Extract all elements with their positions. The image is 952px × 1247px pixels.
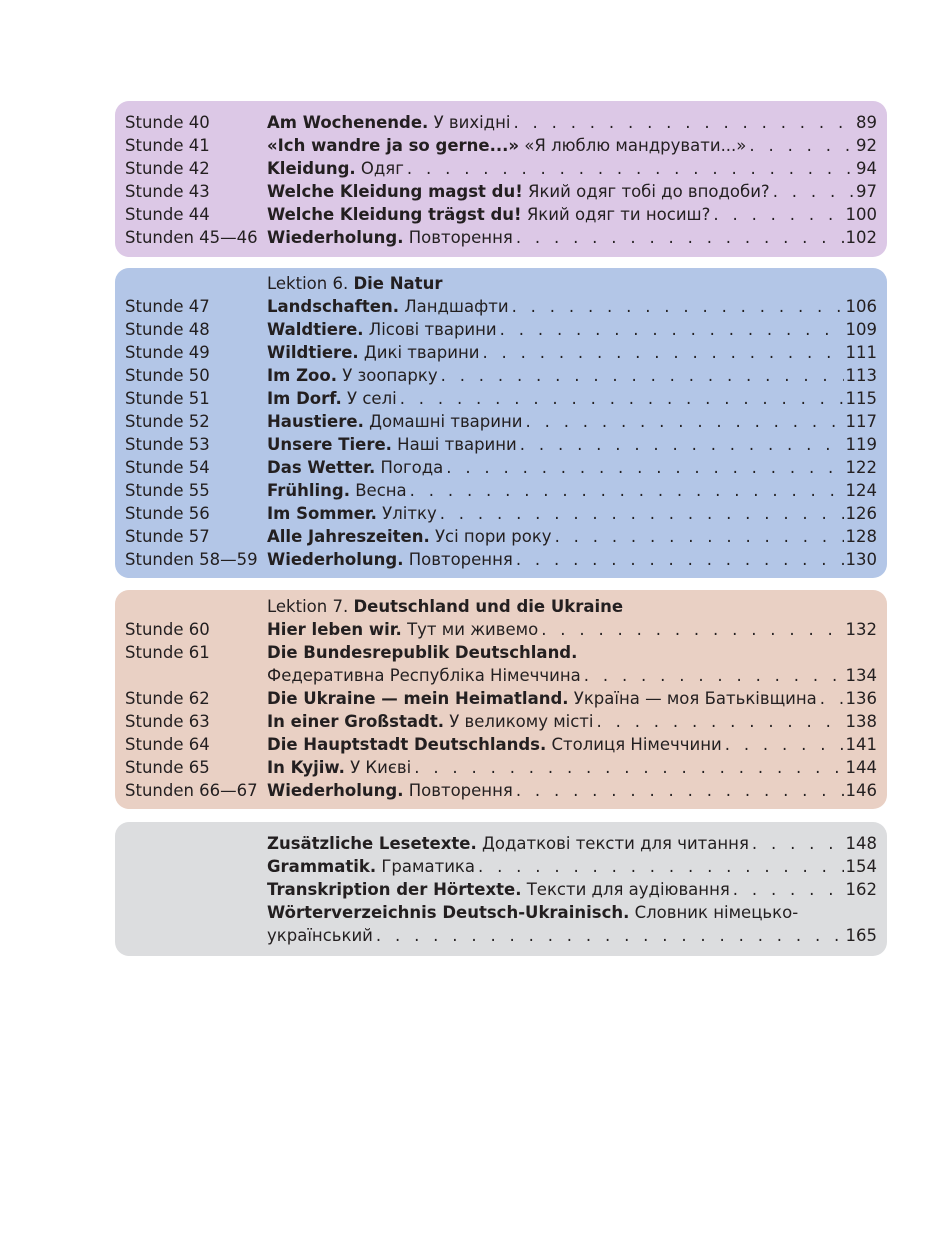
page-number: 134 [845,666,877,685]
title-uk: Повторення [403,781,513,800]
page-number: 106 [845,297,877,316]
dot-leader [513,226,844,249]
page-number: 154 [845,857,877,876]
lesson-number: Stunde 57 [125,527,210,546]
title-de: Haustiere. [267,412,364,431]
dot-leader [517,433,844,456]
toc-row[interactable] [125,387,877,410]
toc-row[interactable] [125,618,877,641]
page-number: 141 [845,735,877,754]
page-number: 128 [845,527,877,546]
page-number: 94 [856,159,877,178]
toc-row[interactable] [125,364,877,387]
toc-row[interactable] [125,157,877,180]
title-de: Die Hauptstadt Deutschlands. [267,735,547,754]
dot-leader [817,687,844,710]
toc-section-lektion-6 [115,268,887,578]
lesson-number: Stunde 43 [125,182,210,201]
lesson-number: Stunde 42 [125,159,210,178]
title-de: Welche Kleidung trägst du! [267,205,522,224]
toc-row[interactable] [125,318,877,341]
title-de: Transkription der Hörtexte. [267,880,522,899]
toc-row[interactable] [125,779,877,802]
title-de: Unsere Tiere. [267,435,392,454]
title-de: In Kyjiw. [267,758,345,777]
dot-leader [437,502,844,525]
lesson-number: Stunde 64 [125,735,210,754]
toc-row[interactable] [125,687,877,710]
heading-prefix: Lektion 7. [267,597,354,616]
title-uk: У селі [341,389,397,408]
dot-leader [373,924,844,947]
title-de: Waldtiere. [267,320,364,339]
lesson-number: Stunden 66—67 [125,781,258,800]
title-de: Wiederholung. [267,781,404,800]
title-de: Wildtiere. [267,343,359,362]
dot-leader [443,456,843,479]
page-number: 117 [845,412,877,431]
page-number: 111 [845,343,877,362]
toc-section-appendix [115,822,887,956]
dot-leader [538,618,843,641]
lesson-number: Stunde 48 [125,320,210,339]
dot-leader [407,479,844,502]
title-uk: У великому місті [444,712,594,731]
title-de: In einer Großstadt. [267,712,444,731]
lesson-number: Stunde 50 [125,366,210,385]
title-uk: Який одяг тобі до вподоби? [522,182,770,201]
lesson-number: Stunde 54 [125,458,210,477]
title-de: Wiederholung. [267,228,404,247]
page-number: 132 [845,620,877,639]
dot-leader [510,111,854,134]
toc-row[interactable] [125,111,877,134]
title-uk: Тексти для аудіювання [521,880,730,899]
toc-row[interactable] [125,855,877,878]
dot-leader [710,203,843,226]
title-uk: Ландшафти [398,297,509,316]
title-uk: Весна [349,481,407,500]
toc-row[interactable] [125,641,877,664]
title-uk: У зоопарку [336,366,438,385]
toc-row[interactable] [125,410,877,433]
section-heading [125,272,877,295]
title-uk: Усі пори року [429,527,552,546]
title-uk: У вихідні [428,113,511,132]
title-de: Die Bundesrepublik Deutschland. [267,643,578,662]
toc-row[interactable] [125,433,877,456]
title-uk: Україна — моя Батьківщина [568,689,817,708]
dot-leader [509,295,844,318]
toc-row[interactable] [125,733,877,756]
title-de: Hier leben wir. [267,620,402,639]
title-uk: Улітку [376,504,437,523]
dot-leader [513,779,844,802]
page-number: 144 [845,758,877,777]
title-de: Frühling. [267,481,350,500]
title-uk: Столиця Німеччини [546,735,722,754]
title-de: Wiederholung. [267,550,404,569]
heading-title: Die Natur [353,274,443,293]
title-de: Alle Jahreszeiten. [267,527,430,546]
toc-row[interactable] [125,901,877,924]
toc-row[interactable] [125,203,877,226]
lesson-number: Stunde 40 [125,113,210,132]
title-uk: Який одяг ти носиш? [521,205,711,224]
toc-row[interactable] [125,878,877,901]
toc-row[interactable] [125,756,877,779]
page-number: 122 [845,458,877,477]
page-number: 136 [845,689,877,708]
title-uk: «Я люблю мандрувати...» [519,136,747,155]
title-uk: український [267,926,373,945]
page-number: 130 [845,550,877,569]
lesson-number: Stunden 58—59 [125,550,258,569]
toc-row[interactable] [125,295,877,318]
title-de: Im Sommer. [267,504,377,523]
page-number: 165 [845,926,877,945]
title-uk: Погода [375,458,444,477]
lesson-number: Stunde 52 [125,412,210,431]
page-number: 119 [845,435,877,454]
lesson-number: Stunde 61 [125,643,210,662]
dot-leader [497,318,844,341]
dot-leader [581,664,844,687]
lesson-number: Stunde 47 [125,297,210,316]
title-de: Am Wochenende. [267,113,429,132]
heading-title: Deutschland und die Ukraine [353,597,624,616]
page-number: 138 [845,712,877,731]
toc-row-continuation[interactable] [125,664,877,687]
dot-leader [770,180,854,203]
title-de: Das Wetter. [267,458,376,477]
dot-leader [479,341,843,364]
title-uk: Лісові тварини [363,320,497,339]
title-de: «Ich wandre ja so gerne...» [267,136,520,155]
title-uk: Додаткові тексти для читання [476,834,749,853]
dot-leader [722,733,844,756]
dot-leader [749,832,844,855]
title-de: Zusätzliche Lesetexte. [267,834,477,853]
page-number: 92 [856,136,877,155]
lesson-number: Stunde 49 [125,343,210,362]
title-de: Kleidung. [267,159,356,178]
section-heading [125,595,877,618]
title-uk: Одяг [355,159,404,178]
title-uk: Повторення [403,550,513,569]
toc-row[interactable] [125,548,877,571]
page-number: 100 [845,205,877,224]
title-de: Welche Kleidung magst du! [267,182,523,201]
page-number: 113 [845,366,877,385]
dot-leader [746,134,854,157]
dot-leader [475,855,844,878]
toc-row[interactable] [125,341,877,364]
dot-leader [411,756,843,779]
dot-leader [523,410,844,433]
dot-leader [594,710,844,733]
title-de: Im Dorf. [267,389,342,408]
lesson-number: Stunde 65 [125,758,210,777]
toc-row[interactable] [125,479,877,502]
toc-row[interactable] [125,180,877,203]
lesson-number: Stunde 51 [125,389,210,408]
toc-row[interactable] [125,502,877,525]
page-number: 162 [845,880,877,899]
toc-row[interactable] [125,226,877,249]
lesson-number: Stunde 56 [125,504,210,523]
toc-row[interactable] [125,710,877,733]
heading-prefix: Lektion 6. [267,274,354,293]
lesson-number: Stunde 62 [125,689,210,708]
toc-row[interactable] [125,525,877,548]
lesson-number: Stunden 45—46 [125,228,258,247]
lesson-number: Stunde 44 [125,205,210,224]
page-number: 126 [845,504,877,523]
title-de: Landschaften. [267,297,399,316]
toc-row[interactable] [125,456,877,479]
dot-leader [552,525,844,548]
page-number: 97 [856,182,877,201]
title-uk: Дикі тварини [358,343,480,362]
toc-row-continuation[interactable] [125,924,877,947]
dot-leader [397,387,844,410]
toc-row[interactable] [125,832,877,855]
title-de: Im Zoo. [267,366,337,385]
title-uk: Повторення [403,228,513,247]
page-number: 115 [845,389,877,408]
lesson-number: Stunde 55 [125,481,210,500]
page-number: 102 [845,228,877,247]
title-uk: У Києві [344,758,412,777]
lesson-number: Stunde 41 [125,136,210,155]
lesson-number: Stunde 53 [125,435,210,454]
page-number: 89 [856,113,877,132]
dot-leader [404,157,854,180]
page-number: 109 [845,320,877,339]
title-uk: Граматика [376,857,475,876]
lesson-number: Stunde 60 [125,620,210,639]
title-uk: Тут ми живемо [401,620,539,639]
title-uk: Наші тварини [391,435,517,454]
toc-section-lektion-7 [115,590,887,809]
toc-section-lessons-40-46 [115,101,887,257]
page-number: 148 [845,834,877,853]
lesson-number: Stunde 63 [125,712,210,731]
dot-leader [513,548,844,571]
title-de: Die Ukraine — mein Heimatland. [267,689,569,708]
title-uk: Домашні тварини [363,412,523,431]
title-uk: Словник німецько- [629,903,799,922]
title-uk: Федеративна Республіка Німеччина [267,666,581,685]
title-de: Grammatik. [267,857,377,876]
page-number: 124 [845,481,877,500]
title-de: Wörterverzeichnis Deutsch-Ukrainisch. [267,903,630,922]
dot-leader [438,364,844,387]
toc-row[interactable] [125,134,877,157]
dot-leader [730,878,844,901]
page-number: 146 [845,781,877,800]
